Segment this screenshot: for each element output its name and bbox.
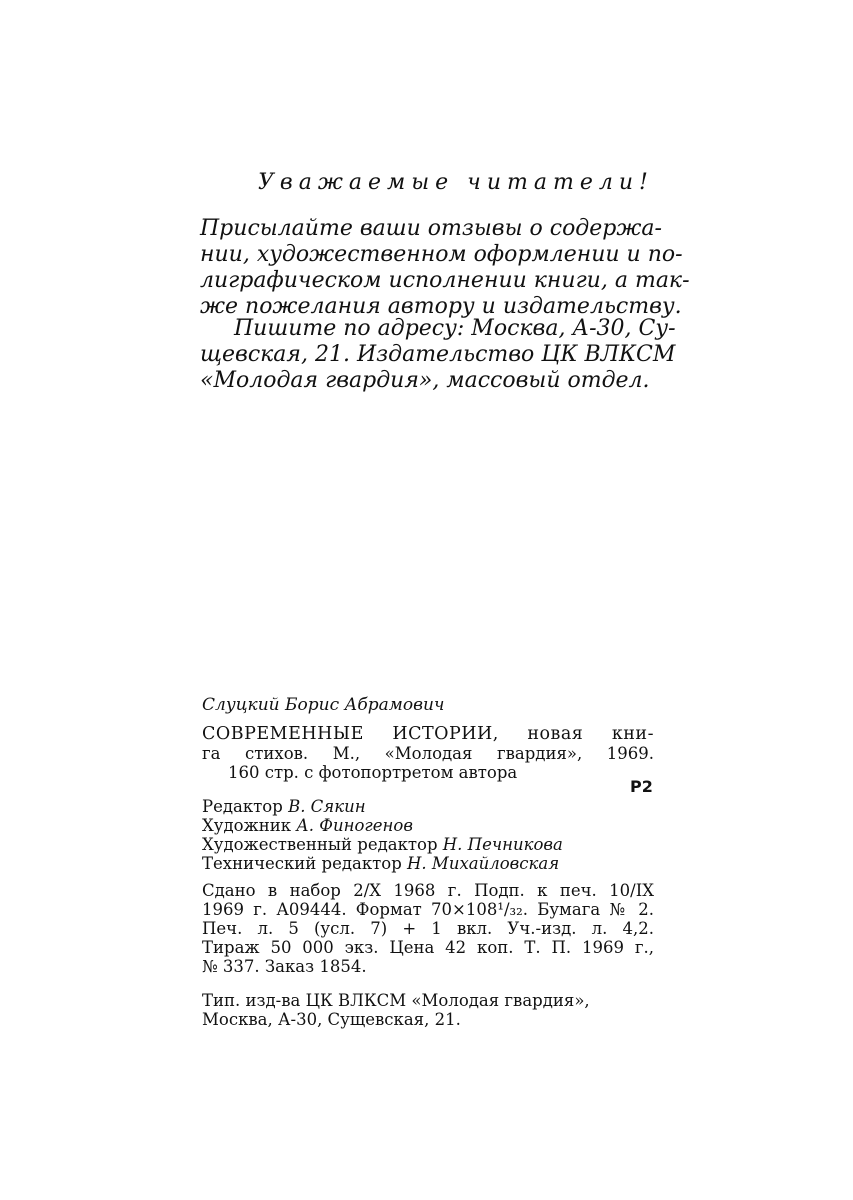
printing-house-line: Тип. изд-ва ЦК ВЛКСМ «Молодая гвардия», bbox=[202, 991, 590, 1010]
credit-name: Н. Печникова bbox=[442, 835, 563, 854]
printing-house-block bbox=[202, 991, 654, 1029]
book-title-block bbox=[202, 725, 654, 782]
credit-role: Технический редактор bbox=[202, 854, 402, 873]
print-data-line: 1969 г. А09444. Формат 70×108¹/₃₂. Бумага № 2. bbox=[202, 900, 654, 919]
print-data-block bbox=[202, 881, 654, 976]
credit-role: Художник bbox=[202, 816, 292, 835]
credit-name: Н. Михайловская bbox=[407, 854, 560, 873]
text-line: щевская, 21. Издательство ЦК ВЛКСМ bbox=[200, 342, 676, 367]
appeal-paragraph-address bbox=[200, 316, 676, 394]
print-data-line: Сдано в набор 2/X 1968 г. Подп. к печ. 10/IX bbox=[202, 881, 654, 900]
text-line: же пожелания автору и издательству. bbox=[200, 294, 682, 319]
text-line: «Молодая гвардия», массовый отдел. bbox=[200, 368, 650, 393]
credit-name: А. Финогенов bbox=[296, 816, 413, 835]
credits-block bbox=[202, 797, 654, 873]
credit-name: В. Сякин bbox=[288, 797, 366, 816]
print-data-line: Тираж 50 000 экз. Цена 42 коп. Т. П. 1969 г., bbox=[202, 938, 654, 957]
author-name: Слуцкий Борис Абрамович bbox=[202, 695, 445, 715]
text-line: Пишите по адресу: Москва, А-30, Су- bbox=[234, 316, 676, 341]
credit-role: Редактор bbox=[202, 797, 283, 816]
print-data-line: Печ. л. 5 (усл. 7) + 1 вкл. Уч.-изд. л. 4,2. bbox=[202, 919, 654, 938]
text-line: лиграфическом исполнении книги, а так- bbox=[200, 268, 690, 293]
classification-code: Р2 bbox=[630, 777, 653, 796]
credit-line bbox=[202, 854, 654, 873]
text-line: нии, художественном оформлении и по- bbox=[200, 242, 683, 267]
credit-line bbox=[202, 835, 654, 854]
appeal-heading: Уважаемые читатели! bbox=[258, 170, 654, 195]
title-line: СОВРЕМЕННЫЕ ИСТОРИИ, новая кни- bbox=[202, 724, 654, 744]
credit-line bbox=[202, 797, 654, 816]
printing-house-line: Москва, А-30, Сущевская, 21. bbox=[202, 1010, 461, 1029]
text-line: Присылайте ваши отзывы о содержа- bbox=[200, 216, 662, 241]
title-line: 160 стр. с фотопортретом автора bbox=[228, 763, 518, 782]
appeal-paragraph-feedback bbox=[200, 216, 690, 320]
print-data-line: № 337. Заказ 1854. bbox=[202, 957, 367, 976]
title-line: га стихов. М., «Молодая гвардия», 1969. bbox=[202, 744, 654, 763]
credit-line bbox=[202, 816, 654, 835]
credit-role: Художественный редактор bbox=[202, 835, 438, 854]
